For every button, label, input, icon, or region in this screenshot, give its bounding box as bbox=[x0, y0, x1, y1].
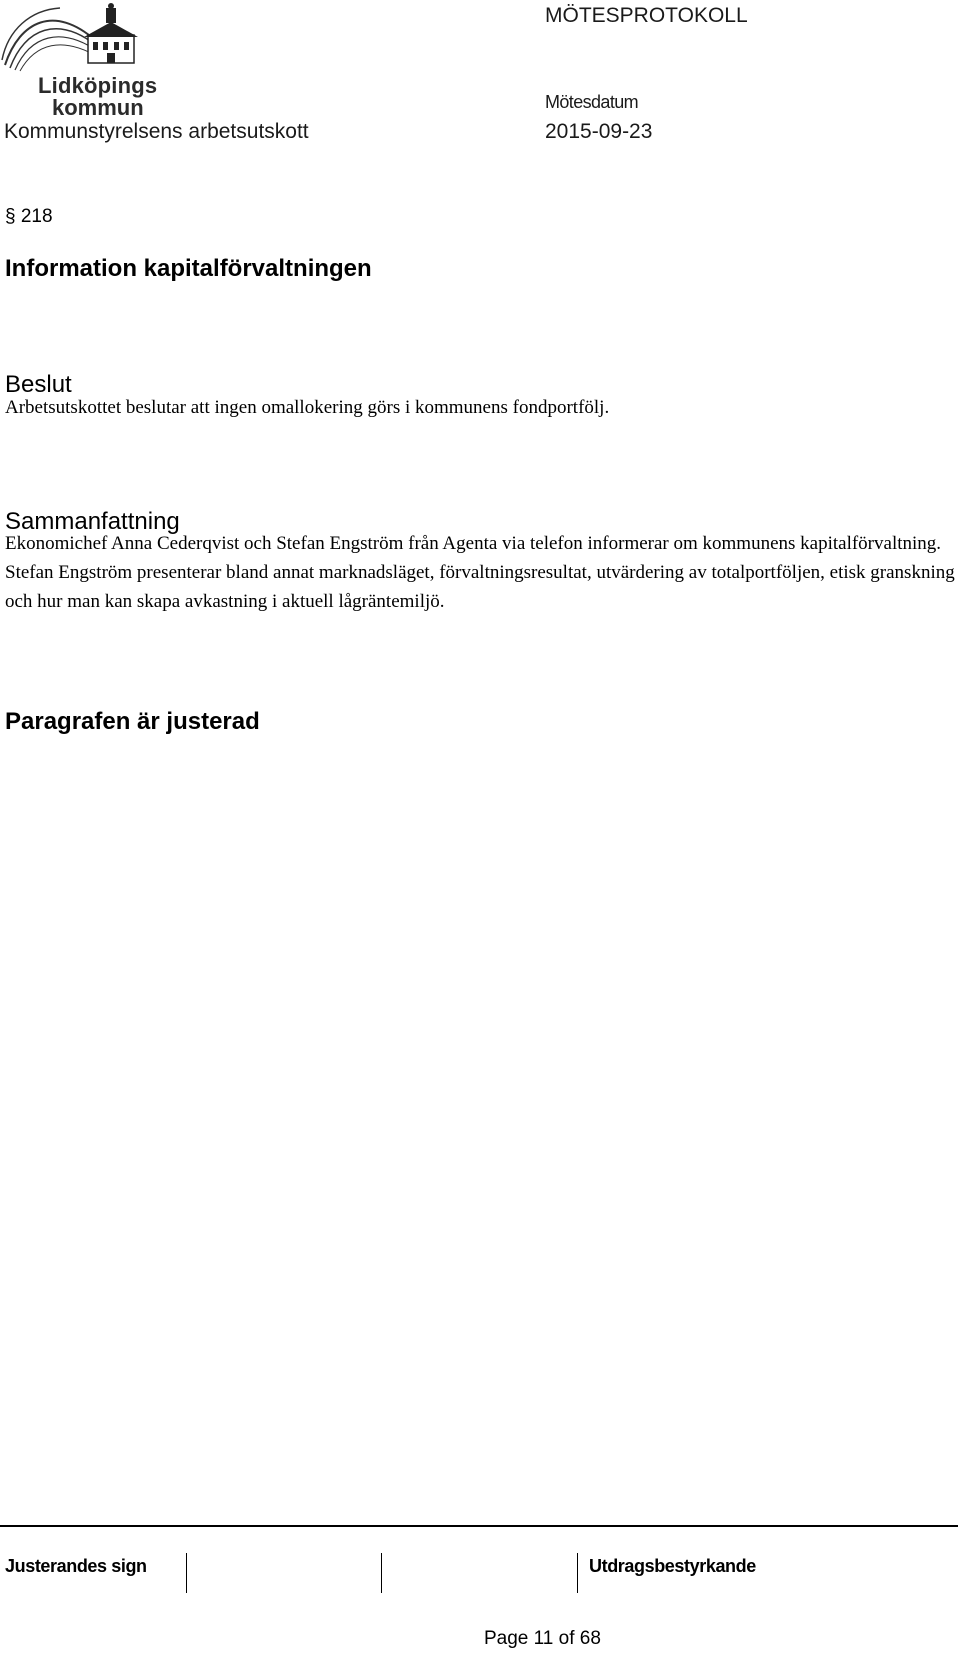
logo-text-line1: Lidköpings bbox=[38, 73, 158, 98]
meeting-date-value: 2015-09-23 bbox=[545, 120, 653, 143]
signature-box-divider bbox=[381, 1553, 382, 1593]
meeting-date-label: Mötesdatum bbox=[545, 92, 639, 112]
extract-certification-label: Utdragsbestyrkande bbox=[589, 1556, 756, 1576]
justified-note: Paragrafen är justerad bbox=[5, 708, 260, 735]
town-hall-emblem-icon bbox=[0, 0, 160, 80]
summary-heading: Sammanfattning bbox=[5, 508, 180, 535]
page-indicator: Page 11 of 68 bbox=[484, 1628, 601, 1649]
signature-box-divider bbox=[577, 1553, 578, 1593]
decision-text: Arbetsutskottet beslutar att ingen omallokering görs i kommunens fondportfölj. bbox=[5, 397, 610, 418]
organization-name: Kommunstyrelsens arbetsutskott bbox=[4, 120, 309, 143]
decision-heading: Beslut bbox=[5, 371, 72, 398]
paragraph-number: § 218 bbox=[5, 206, 53, 227]
logo-text-line2: kommun bbox=[52, 95, 144, 120]
footer-divider bbox=[0, 1525, 958, 1527]
summary-text: Ekonomichef Anna Cederqvist och Stefan Engström från Agenta via telefon informerar om kommunens kapitalförvaltning. Stefan Engström presenterar bland annat marknadsläget, förvaltningsresultat, utvärdering av totalportföljen, etisk granskning och hur man kan skapa avkastning i aktuell lågräntemiljö. bbox=[5, 533, 955, 612]
signature-label: Justerandes sign bbox=[5, 1556, 147, 1576]
document-type: MÖTESPROTOKOLL bbox=[545, 4, 748, 27]
signature-box-divider bbox=[186, 1553, 187, 1593]
paragraph-title: Information kapitalförvaltningen bbox=[5, 255, 372, 282]
municipality-logo bbox=[0, 0, 160, 125]
